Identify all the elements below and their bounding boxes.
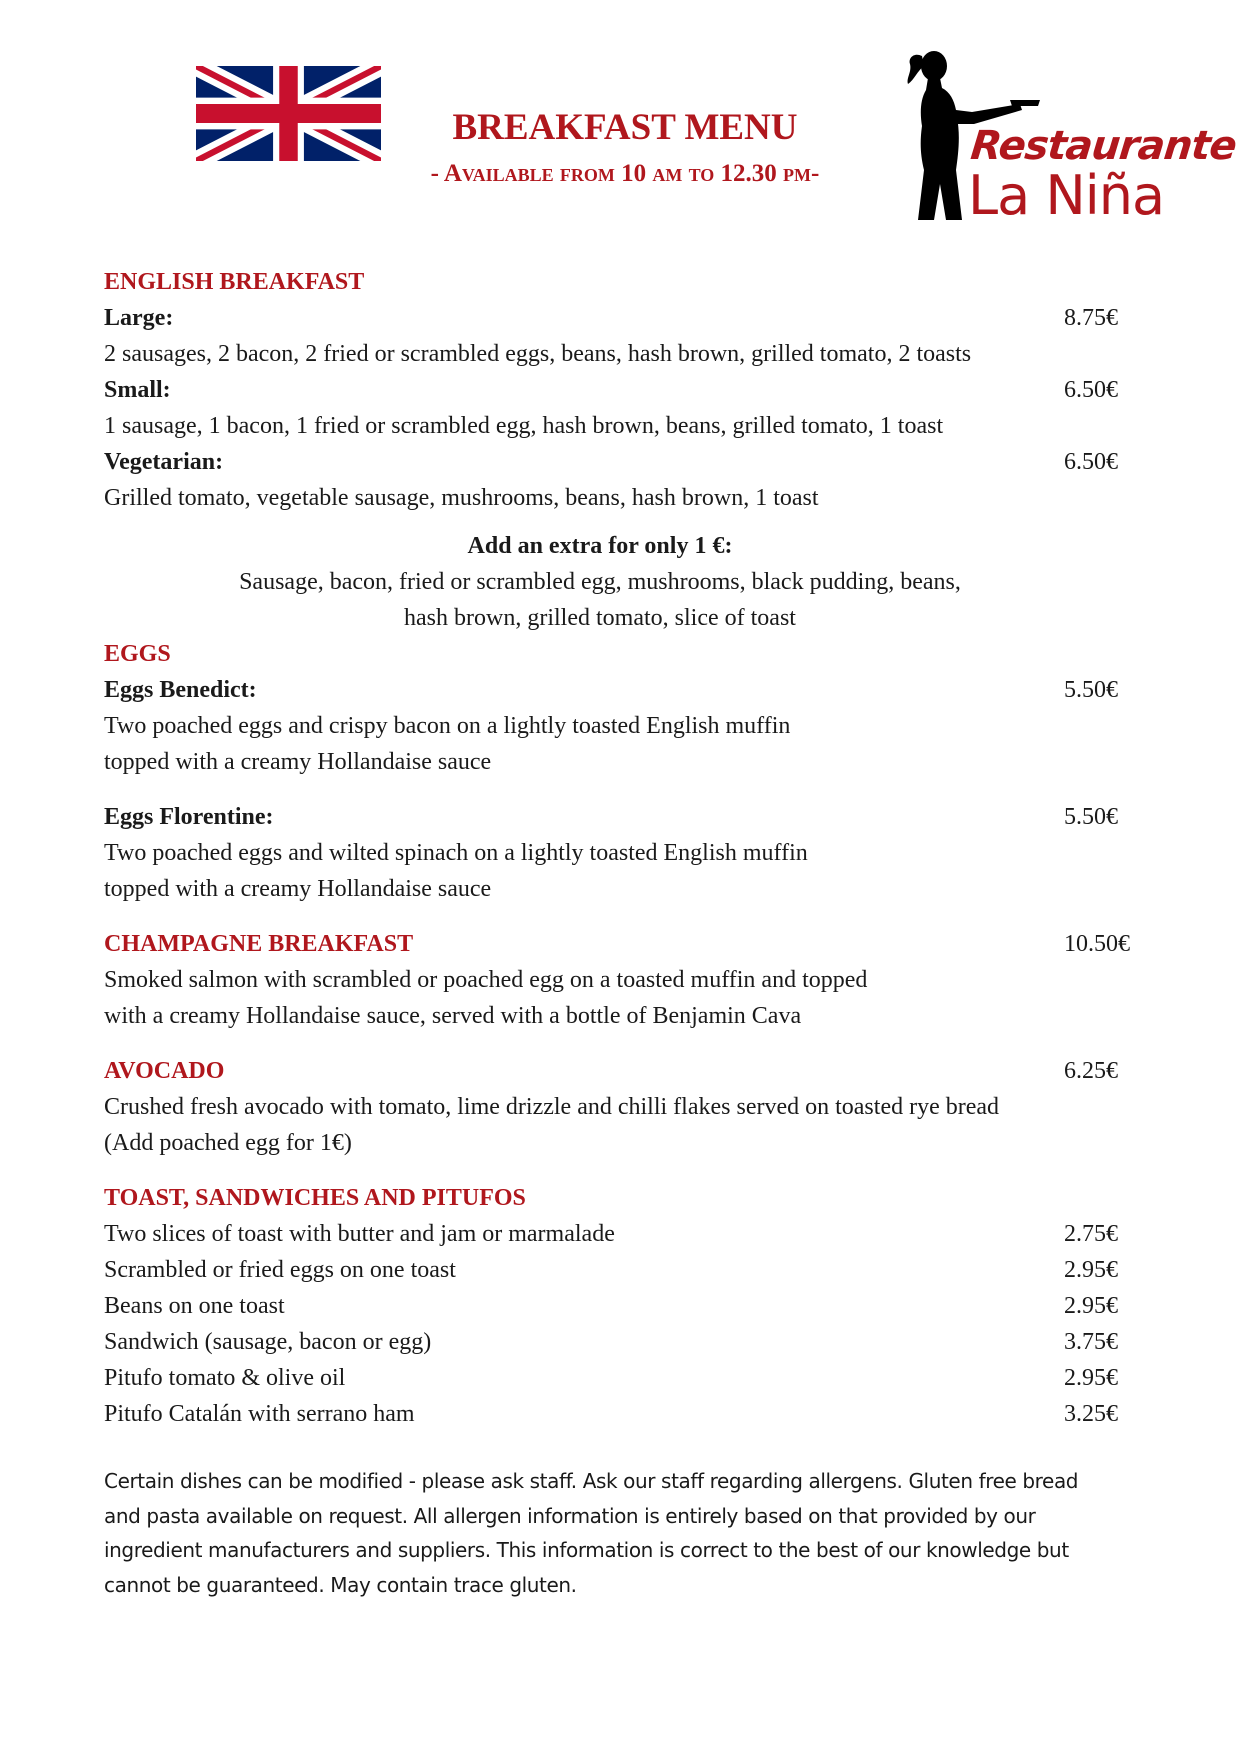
allergen-notice bbox=[104, 1464, 1144, 1602]
notice-line: ingredient manufacturers and suppliers. This information is correct to the best of our knowledge but bbox=[104, 1538, 1069, 1562]
item-price: 2.75€ bbox=[1064, 1221, 1118, 1247]
item-price: 3.75€ bbox=[1064, 1329, 1118, 1355]
menu-item bbox=[104, 1216, 1144, 1252]
item-name: Large: bbox=[104, 305, 174, 331]
item-description: topped with a creamy Hollandaise sauce bbox=[104, 876, 492, 902]
logo-name-line2: La Niña bbox=[968, 164, 1165, 227]
item-description: 2 sausages, 2 bacon, 2 fried or scrambled eggs, beans, hash brown, grilled tomato, 2 toasts bbox=[104, 341, 972, 367]
item-description: topped with a creamy Hollandaise sauce bbox=[104, 749, 492, 775]
item-description: Two poached eggs and crispy bacon on a lightly toasted English muffin bbox=[104, 713, 791, 739]
item-name: Scrambled or fried eggs on one toast bbox=[104, 1257, 456, 1283]
section-heading-english-breakfast: ENGLISH BREAKFAST bbox=[104, 269, 365, 295]
item-name: Pitufo tomato & olive oil bbox=[104, 1365, 346, 1391]
item-description: 1 sausage, 1 bacon, 1 fried or scrambled egg, hash brown, beans, grilled tomato, 1 toast bbox=[104, 413, 944, 439]
section-heading-champagne-breakfast: CHAMPAGNE BREAKFAST bbox=[104, 931, 414, 957]
item-name: Eggs Florentine: bbox=[104, 804, 274, 830]
menu-item bbox=[104, 926, 1144, 962]
item-price: 2.95€ bbox=[1064, 1365, 1118, 1391]
extras-list-line1: Sausage, bacon, fried or scrambled egg, mushrooms, black pudding, beans, bbox=[239, 569, 961, 595]
page-title: BREAKFAST MENU bbox=[452, 107, 798, 148]
item-name: Small: bbox=[104, 377, 171, 403]
availability-subtitle: - Available from 10 am to 12.30 pm- bbox=[430, 160, 820, 187]
item-price: 5.50€ bbox=[1064, 804, 1118, 830]
menu-item bbox=[104, 1324, 1144, 1360]
item-description: with a creamy Hollandaise sauce, served with a bottle of Benjamin Cava bbox=[104, 1003, 802, 1029]
item-price: 3.25€ bbox=[1064, 1401, 1118, 1427]
logo-name-line1: Restaurante bbox=[968, 123, 1239, 169]
item-name: Sandwich (sausage, bacon or egg) bbox=[104, 1329, 432, 1355]
item-description: Two poached eggs and wilted spinach on a lightly toasted English muffin bbox=[104, 840, 808, 866]
menu-item bbox=[104, 300, 1144, 336]
menu-item bbox=[104, 799, 1144, 835]
menu-item bbox=[104, 1396, 1144, 1432]
item-name: Two slices of toast with butter and jam or marmalade bbox=[104, 1221, 615, 1247]
item-name: Pitufo Catalán with serrano ham bbox=[104, 1401, 415, 1427]
section-heading-avocado: AVOCADO bbox=[104, 1058, 225, 1084]
menu-item bbox=[104, 444, 1144, 480]
menu-content bbox=[104, 264, 1144, 1432]
union-jack-flag-icon bbox=[196, 66, 381, 161]
item-price: 5.50€ bbox=[1064, 677, 1118, 703]
item-price: 2.95€ bbox=[1064, 1293, 1118, 1319]
item-price: 2.95€ bbox=[1064, 1257, 1118, 1283]
menu-item bbox=[104, 1053, 1144, 1089]
notice-line: and pasta available on request. All allergen information is entirely based on that provided by our bbox=[104, 1503, 1036, 1528]
item-description: Smoked salmon with scrambled or poached egg on a toasted muffin and topped bbox=[104, 967, 868, 993]
menu-item bbox=[104, 372, 1144, 408]
item-price: 8.75€ bbox=[1064, 305, 1118, 331]
item-price: 10.50€ bbox=[1064, 931, 1130, 957]
notice-line: Certain dishes can be modified - please ask staff. Ask our staff regarding allergens. Gluten free bread bbox=[104, 1469, 1079, 1493]
item-name: Vegetarian: bbox=[104, 449, 224, 475]
section-heading-toast: TOAST, SANDWICHES AND PITUFOS bbox=[104, 1185, 526, 1211]
extras-heading: Add an extra for only 1 €: bbox=[467, 533, 733, 559]
item-name: Eggs Benedict: bbox=[104, 677, 257, 703]
menu-item bbox=[104, 672, 1144, 708]
extras-list-line2: hash brown, grilled tomato, slice of toast bbox=[404, 605, 796, 631]
menu-item bbox=[104, 1252, 1144, 1288]
item-description: (Add poached egg for 1€) bbox=[104, 1130, 352, 1156]
item-description: Crushed fresh avocado with tomato, lime drizzle and chilli flakes served on toasted rye bread bbox=[104, 1094, 1000, 1120]
item-price: 6.50€ bbox=[1064, 449, 1118, 475]
notice-line: cannot be guaranteed. May contain trace gluten. bbox=[104, 1572, 577, 1597]
item-price: 6.50€ bbox=[1064, 377, 1118, 403]
item-name: Beans on one toast bbox=[104, 1293, 285, 1319]
section-heading-eggs: EGGS bbox=[104, 641, 171, 667]
item-price: 6.25€ bbox=[1064, 1058, 1118, 1084]
item-description: Grilled tomato, vegetable sausage, mushrooms, beans, hash brown, 1 toast bbox=[104, 485, 819, 511]
menu-item bbox=[104, 1288, 1144, 1324]
menu-item bbox=[104, 1360, 1144, 1396]
